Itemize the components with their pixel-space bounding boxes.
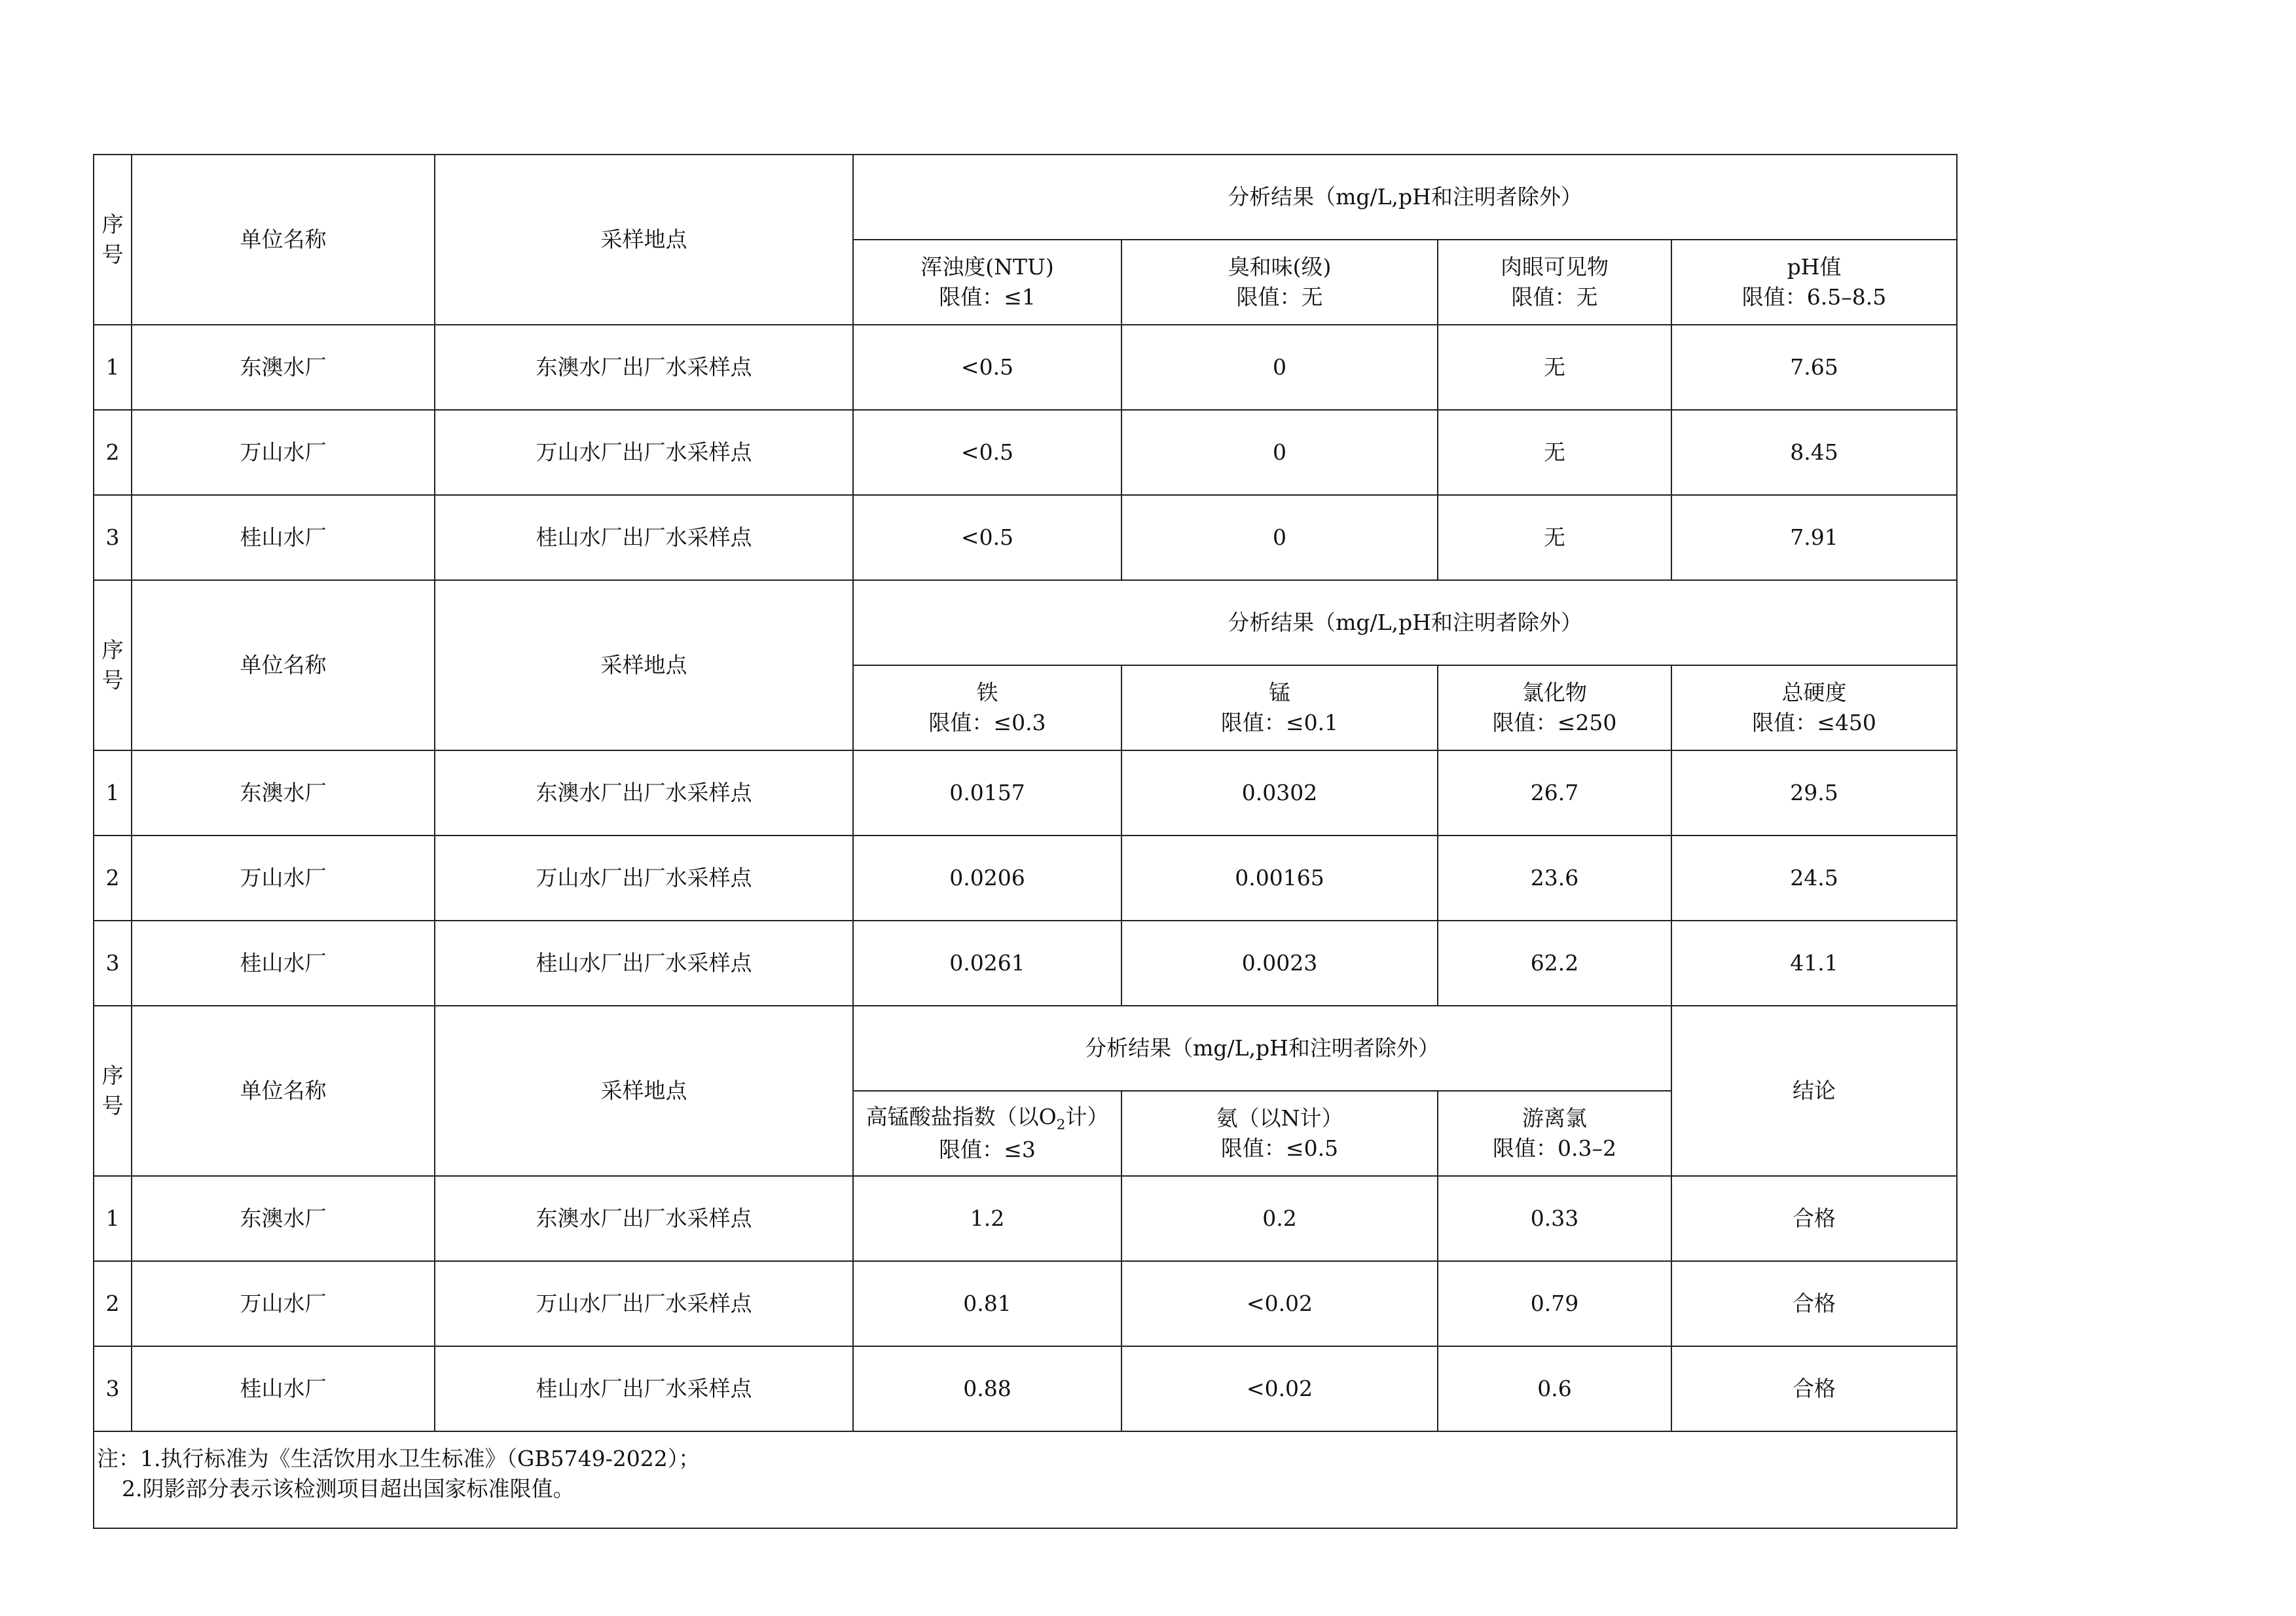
table-row [94,410,1957,495]
value-cell: 0.88 [853,1346,1121,1431]
conclusion-cell: 合格 [1671,1261,1957,1346]
param-header: 高锰酸盐指数（以$O_2$计） 限值：≤3 [853,1091,1121,1176]
seq-header: 序号 [94,580,132,750]
unit-name-cell: 东澳水厂 [132,1176,435,1261]
value-cell: 0.2 [1121,1176,1438,1261]
sampling-site-cell: 东澳水厂出厂水采样点 [435,1176,853,1261]
value-cell: <0.02 [1121,1346,1438,1431]
row-seq: 1 [94,325,132,410]
conclusion-cell: 合格 [1671,1346,1957,1431]
value-cell: 8.45 [1671,410,1957,495]
row-seq: 3 [94,495,132,580]
table-row [94,495,1957,580]
param-header: 肉眼可见物 限值：无 [1438,240,1671,325]
value-cell: 0.6 [1438,1346,1671,1431]
seq-header: 序号 [94,155,132,325]
param-header: 锰 限值：≤0.1 [1121,665,1438,750]
value-cell: 24.5 [1671,836,1957,921]
param-header: 臭和味(级) 限值：无 [1121,240,1438,325]
param-header: 氨（以N计） 限值：≤0.5 [1121,1091,1438,1176]
sampling-site-cell: 东澳水厂出厂水采样点 [435,750,853,836]
value-cell: 无 [1438,495,1671,580]
value-cell: 0 [1121,325,1438,410]
table-row [94,750,1957,836]
value-cell: 0.81 [853,1261,1121,1346]
conclusion-cell: 合格 [1671,1176,1957,1261]
value-cell: 1.2 [853,1176,1121,1261]
table-row [94,1346,1957,1431]
unit-name-cell: 东澳水厂 [132,325,435,410]
row-seq: 3 [94,921,132,1006]
unit-name-header: 单位名称 [132,155,435,325]
value-cell: 0 [1121,495,1438,580]
value-cell: <0.02 [1121,1261,1438,1346]
value-cell: 0.0206 [853,836,1121,921]
param-header: 铁 限值：≤0.3 [853,665,1121,750]
value-cell: 0.33 [1438,1176,1671,1261]
row-seq: 1 [94,1176,132,1261]
sampling-site-cell: 万山水厂出厂水采样点 [435,1261,853,1346]
value-cell: 41.1 [1671,921,1957,1006]
unit-name-cell: 桂山水厂 [132,921,435,1006]
sampling-site-header: 采样地点 [435,1006,853,1176]
sampling-site-cell: 万山水厂出厂水采样点 [435,836,853,921]
table-row [94,325,1957,410]
value-cell: 0 [1121,410,1438,495]
sampling-site-cell: 万山水厂出厂水采样点 [435,410,853,495]
table-row [94,836,1957,921]
table-row [94,921,1957,1006]
param-header: 总硬度 限值：≤450 [1671,665,1957,750]
value-cell: 29.5 [1671,750,1957,836]
sampling-site-cell: 东澳水厂出厂水采样点 [435,325,853,410]
unit-name-header: 单位名称 [132,580,435,750]
unit-name-cell: 东澳水厂 [132,750,435,836]
param-header: pH值 限值：6.5–8.5 [1671,240,1957,325]
param-header: 浑浊度(NTU) 限值：≤1 [853,240,1121,325]
note-line: 2.阴影部分表示该检测项目超出国家标准限值。 [122,1476,575,1502]
unit-name-cell: 桂山水厂 [132,1346,435,1431]
seq-header: 序号 [94,1006,132,1176]
sampling-site-header: 采样地点 [435,580,853,750]
table-row [94,1176,1957,1261]
value-cell: 7.91 [1671,495,1957,580]
value-cell: 无 [1438,410,1671,495]
value-cell: <0.5 [853,410,1121,495]
value-cell: 0.00165 [1121,836,1438,921]
row-seq: 2 [94,1261,132,1346]
water-quality-table [93,154,1958,1529]
unit-name-header: 单位名称 [132,1006,435,1176]
analysis-results-header: 分析结果（mg/L,pH和注明者除外） [853,155,1957,240]
value-cell: 62.2 [1438,921,1671,1006]
value-cell: 0.0261 [853,921,1121,1006]
row-seq: 2 [94,410,132,495]
value-cell: <0.5 [853,495,1121,580]
value-cell: 无 [1438,325,1671,410]
value-cell: 0.79 [1438,1261,1671,1346]
unit-name-cell: 万山水厂 [132,1261,435,1346]
conclusion-header: 结论 [1671,1006,1957,1176]
value-cell: 23.6 [1438,836,1671,921]
sampling-site-cell: 桂山水厂出厂水采样点 [435,921,853,1006]
table-row [94,1261,1957,1346]
value-cell: 0.0157 [853,750,1121,836]
unit-name-cell: 万山水厂 [132,410,435,495]
row-seq: 3 [94,1346,132,1431]
value-cell: 0.0023 [1121,921,1438,1006]
sampling-site-cell: 桂山水厂出厂水采样点 [435,495,853,580]
row-seq: 2 [94,836,132,921]
param-header: 氯化物 限值：≤250 [1438,665,1671,750]
value-cell: 0.0302 [1121,750,1438,836]
notes [94,1431,1957,1528]
analysis-results-header: 分析结果（mg/L,pH和注明者除外） [853,1006,1671,1091]
value-cell: 26.7 [1438,750,1671,836]
analysis-results-header: 分析结果（mg/L,pH和注明者除外） [853,580,1957,665]
unit-name-cell: 桂山水厂 [132,495,435,580]
unit-name-cell: 万山水厂 [132,836,435,921]
value-cell: <0.5 [853,325,1121,410]
row-seq: 1 [94,750,132,836]
value-cell: 7.65 [1671,325,1957,410]
sampling-site-cell: 桂山水厂出厂水采样点 [435,1346,853,1431]
sampling-site-header: 采样地点 [435,155,853,325]
note-line: 注：1.执行标准为《生活饮用水卫生标准》（GB5749-2022）； [97,1446,701,1471]
param-header: 游离氯 限值：0.3–2 [1438,1091,1671,1176]
